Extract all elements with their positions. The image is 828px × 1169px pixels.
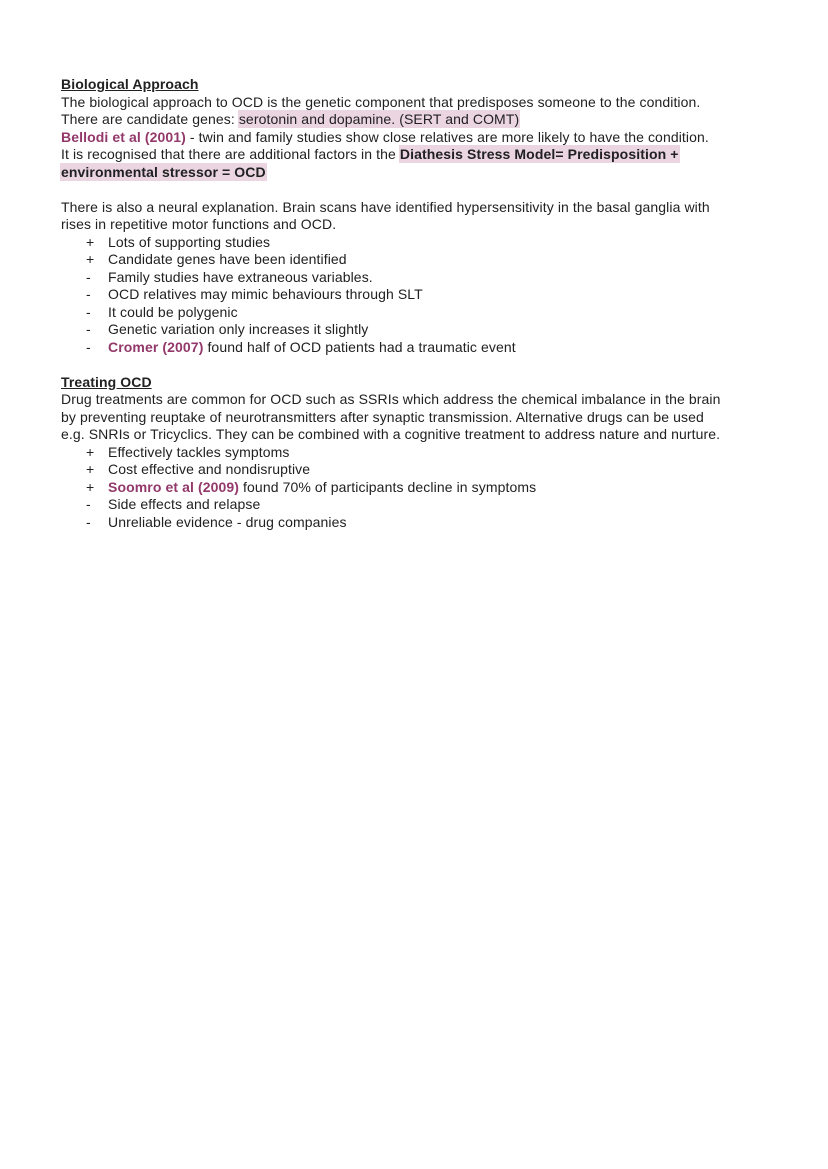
blank-line: [61, 356, 771, 374]
list-marker: -: [86, 303, 91, 320]
list-marker: +: [86, 251, 95, 267]
text-segment: e.g. SNRIs or Tricyclics. They can be combined with a cognitive treatment to address nature and nurture.: [61, 426, 721, 442]
list-marker: -: [86, 338, 91, 355]
list-item-text: [108, 304, 238, 322]
citation-text: Cromer (2007): [108, 338, 204, 355]
text-segment: Cost effective and nondisruptive: [108, 461, 311, 477]
document-content: [61, 76, 771, 531]
list-marker: +: [86, 443, 95, 460]
citation-text: Soomro et al (2009): [108, 478, 240, 495]
text-segment: It is recognised that there are additional factors in the: [61, 146, 400, 162]
list-item-text: [108, 321, 368, 339]
text-line: [61, 146, 771, 164]
list-item: [61, 339, 771, 357]
text-segment: OCD relatives may mimic behaviours through SLT: [108, 286, 423, 302]
highlighted-text: serotonin and dopamine. (SERT and COMT): [238, 111, 520, 127]
list-marker: -: [86, 286, 91, 302]
text-segment: There are candidate genes:: [61, 111, 239, 127]
list-item: [61, 479, 771, 497]
text-line: [61, 199, 771, 217]
list-item: [61, 234, 771, 252]
list-item: [61, 304, 771, 322]
list-item: [61, 514, 771, 532]
text-segment: found 70% of participants decline in symptoms: [239, 478, 537, 495]
list-item: [61, 269, 771, 287]
text-segment: Family studies have extraneous variables.: [108, 268, 373, 285]
text-segment: Unreliable evidence - drug companies: [108, 513, 347, 530]
text-line: [61, 94, 771, 112]
section-heading: Treating OCD: [61, 373, 152, 390]
list-item-text: [108, 514, 347, 532]
list-marker: +: [86, 461, 95, 477]
list-item: [61, 286, 771, 304]
list-item-text: [108, 251, 347, 269]
text-segment: rises in repetitive motor functions and OCD.: [61, 216, 337, 232]
list-item-text: [108, 496, 260, 514]
text-segment: Side effects and relapse: [108, 496, 261, 512]
text-segment: Effectively tackles symptoms: [108, 443, 290, 460]
list-item-text: [108, 286, 423, 304]
list-item: [61, 251, 771, 269]
text-segment: Drug treatments are common for OCD such as SSRIs which address the chemical imbalance in the brain: [61, 391, 721, 407]
text-line: [61, 426, 771, 444]
list-item-text: [108, 339, 516, 357]
list-marker: -: [86, 513, 91, 530]
text-segment: Genetic variation only increases it slightly: [108, 321, 369, 337]
text-segment: The biological approach to OCD is the genetic component that predisposes someone to the condition.: [61, 93, 701, 110]
text-segment: Lots of supporting studies: [108, 233, 271, 250]
text-line: [61, 111, 771, 129]
list-marker: -: [86, 321, 91, 337]
list-item: [61, 461, 771, 479]
list-item: [61, 444, 771, 462]
text-line: [61, 409, 771, 427]
text-segment: Candidate genes have been identified: [108, 251, 347, 267]
list-item: [61, 496, 771, 514]
list-marker: +: [86, 233, 95, 250]
text-segment: - twin and family studies show close relatives are more likely to have the condition.: [185, 128, 709, 145]
text-line: [61, 216, 771, 234]
section-heading: Biological Approach: [61, 76, 199, 92]
highlighted-text: Diathesis Stress Model= Predisposition +: [399, 146, 679, 162]
list-item-text: [108, 234, 270, 252]
blank-line: [61, 181, 771, 199]
text-segment: There is also a neural explanation. Brain scans have identified hypersensitivity in the basal ganglia with: [61, 198, 710, 215]
text-line: [61, 164, 771, 182]
text-segment: found half of OCD patients had a traumatic event: [203, 338, 516, 355]
list-item-text: [108, 444, 289, 462]
list-item-text: [108, 461, 310, 479]
citation-text: Bellodi et al (2001): [61, 128, 186, 145]
text-segment: by preventing reuptake of neurotransmitters after synaptic transmission. Alternative drugs can be used: [61, 408, 704, 425]
text-segment: It could be polygenic: [108, 303, 238, 320]
list-marker: -: [86, 268, 91, 285]
list-item-text: [108, 479, 536, 497]
list-item: [61, 321, 771, 339]
highlighted-text: environmental stressor = OCD: [61, 163, 266, 180]
list-marker: -: [86, 496, 91, 512]
list-marker: +: [86, 478, 95, 495]
text-line: [61, 391, 771, 409]
list-item-text: [108, 269, 373, 287]
text-line: [61, 129, 771, 147]
